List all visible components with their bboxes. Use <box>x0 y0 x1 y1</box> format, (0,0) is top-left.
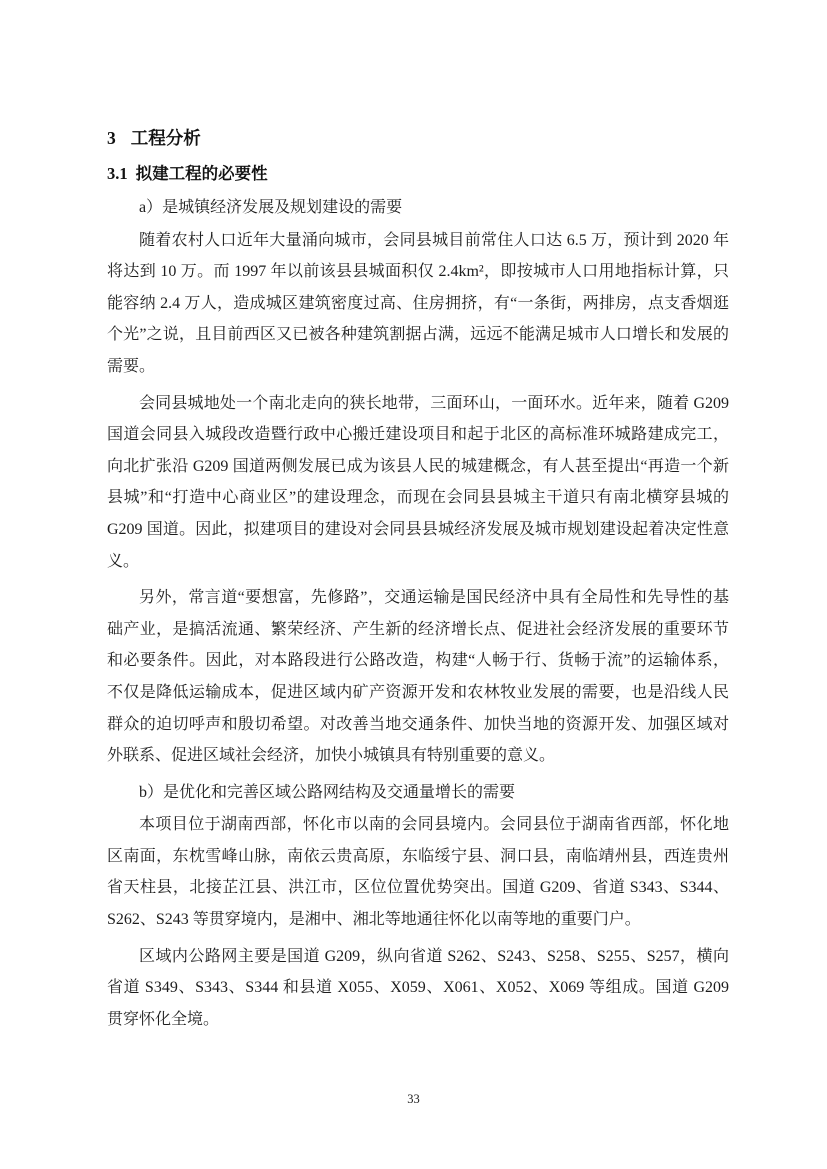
page-number: 33 <box>407 1092 420 1106</box>
subsection-heading <box>107 163 729 185</box>
subsection-title: 拟建工程的必要性 <box>135 165 268 183</box>
subsection-number: 3.1 <box>107 164 128 183</box>
paragraph-population: 随着农村人口近年大量涌向城市，会同县城目前常住人口达 6.5 万，预计到 2020 年将达到 10 万。而 1997 年以前该县县城面积仅 2.4km²，即按城市人口用地指标计算，只能容纳 2.4 万人，造成城区建筑密度过高、住房拥挤，有“一条街，两排房，点支香烟逛个光”之说，且目前西区又已被各种建筑割据占满，远远不能满足城市人口增长和发展的需要。 <box>107 231 729 375</box>
section-title: 工程分析 <box>130 128 201 148</box>
paragraph-transport-economy: 另外，常言道“要想富，先修路”，交通运输是国民经济中具有全局性和先导性的基础产业，是搞活流通、繁荣经济、产生新的经济增长点、促进社会经济发展的重要环节和必要条件。因此，对本路段进行公路改造，构建“人畅于行、货畅于流”的运输体系，不仅是降低运输成本，促进区域内矿产资源开发和农林牧业发展的需要，也是沿线人民群众的迫切呼声和殷切希望。对改善当地交通条件、加快当地的资源开发、加强区域对外联系、促进区域社会经济，加快小城镇具有特别重要的意义。 <box>107 589 729 765</box>
list-item-a: a）是城镇经济发展及规划建设的需要 <box>139 199 403 216</box>
section-heading <box>107 127 729 149</box>
paragraph-road-network: 区域内公路网主要是国道 G209，纵向省道 S262、S243、S258、S255、S257，横向省道 S349、S343、S344 和县道 X055、X059、X061、X052、X069 等组成。国道 G209 贯穿怀化全境。 <box>107 947 729 1028</box>
list-item-b: b）是优化和完善区域公路网结构及交通量增长的需要 <box>139 783 516 801</box>
paragraph-county-terrain: 会同县城地处一个南北走向的狭长地带，三面环山，一面环水。近年来，随着 G209 国道会同县入城段改造暨行政中心搬迁建设项目和起于北区的高标准环城路建成完工，向北扩张沿 G209 国道两侧发展已成为该县人民的城建概念，有人甚至提出“再造一个新县城”和“打造中心商业区”的建设理念，而现在会同县县城主干道只有南北横穿县城的 G209 国道。因此，拟建项目的建设对会同县县城经济发展及城市规划建设起着决定性意义。 <box>107 394 729 570</box>
section-number: 3 <box>107 128 116 148</box>
document-body <box>107 127 729 1040</box>
paragraph-project-location: 本项目位于湖南西部，怀化市以南的会同县境内。会同县位于湖南省西部，怀化地区南面，东枕雪峰山脉，南依云贵高原，东临绥宁县、洞口县，南临靖州县，西连贵州省天柱县，北接芷江县、洪江市，区位位置优势突出。国道 G209、省道 S343、S344、S262、S243 等贯穿境内，是湘中、湘北等地通往怀化以南等地的重要门户。 <box>107 816 729 929</box>
